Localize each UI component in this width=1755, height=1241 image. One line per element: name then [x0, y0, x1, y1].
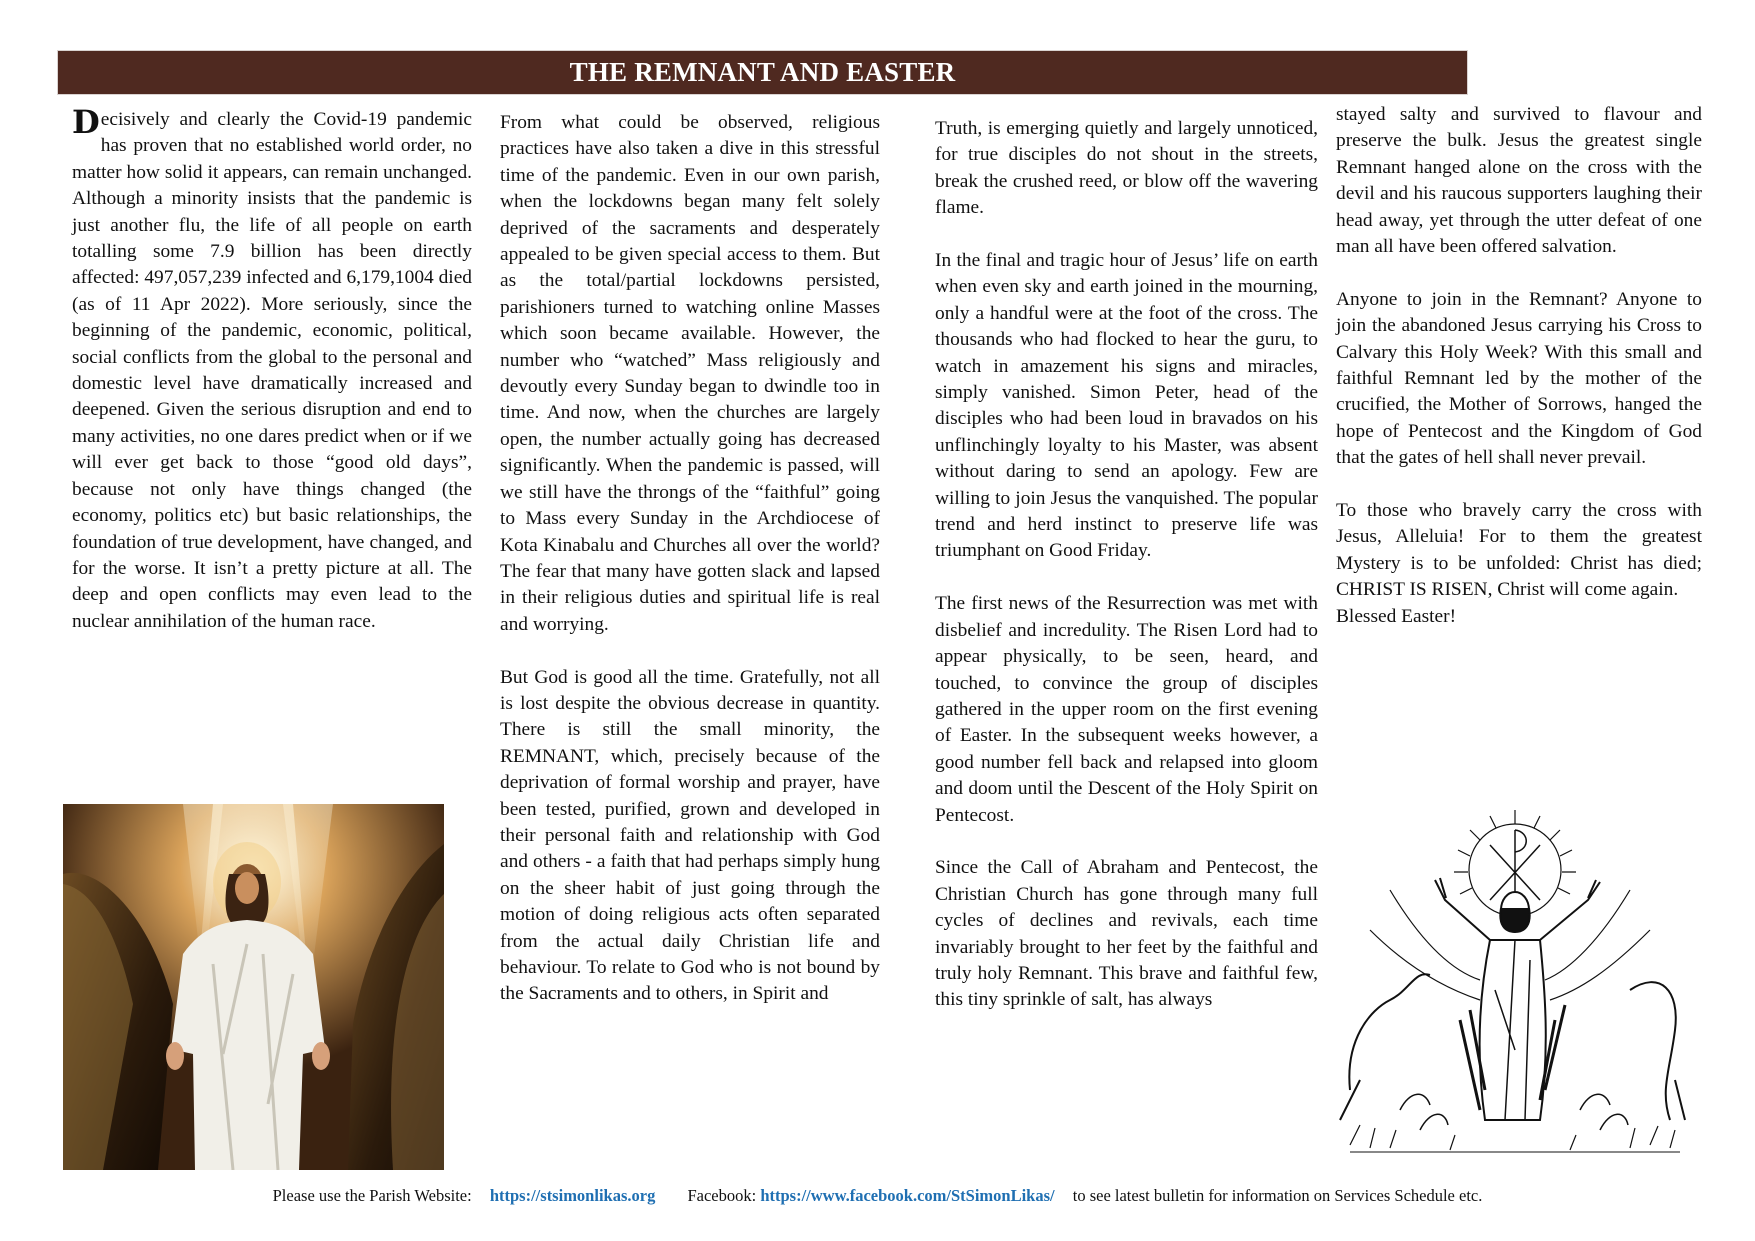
- footer-prefix: Please use the Parish Website:: [272, 1186, 472, 1205]
- website-link[interactable]: https://stsimonlikas.org: [489, 1186, 656, 1205]
- paragraph: But God is good all the time. Gratefully, not all is lost despite the obvious decrease in quantity. There is still the small minority, the REMNANT, which, precisely because of the deprivation of formal worship and prayer, have been tested, purified, grown and developed in their personal faith and relationship with God and others - a faith that had perhaps simply hung on the sheer habit of just going through the motion of doing religious acts often separated from the actual daily Christian life and behaviour. To relate to God who is not bound by the Sacraments and to others, in Spirit and: [500, 666, 880, 1005]
- paragraph: Since the Call of Abraham and Pentecost, the Christian Church has gone through many full cycles of declines and revivals, each time invariably brought to her feet by the faithful and truly holy Remnant. This brave and faithful few, this tiny sprinkle of salt, has always: [935, 857, 1318, 1011]
- article-column-4: [1336, 102, 1702, 630]
- article-column-3: [935, 116, 1318, 1014]
- risen-christ-drawing: [1330, 790, 1700, 1170]
- photo-image: [63, 804, 444, 1170]
- article-column-1: [72, 103, 472, 635]
- paragraph: To those who bravely carry the cross with Jesus, Alleluia! For to them the greatest Mystery is to be unfolded: Christ has died; CHRIST IS RISEN, Christ will come again.: [1336, 500, 1702, 601]
- page-title: THE REMNANT AND EASTER: [569, 57, 956, 87]
- paragraph: In the final and tragic hour of Jesus’ life on earth when even sky and earth joined in the mourning, only a handful were at the foot of the cross. The thousands who had flocked to hear the guru, to watch in amazement his signs and miracles, simply vanished. Simon Peter, head of the disciples who had been loud in bravados on his unflinchingly loyalty to his Master, was absent without daring to send an apology. Few are willing to join Jesus the vanquished. The popular trend and herd instinct to preserve life was triumphant on Good Friday.: [935, 250, 1318, 562]
- paragraph: The first news of the Resurrection was met with disbelief and incredulity. The Risen Lord had to appear physically, to be seen, heard, and touched, to convince the group of disciples gathered in the upper room on the first evening of Easter. In the subsequent weeks however, a good number fell back and relapsed into gloom and doom until the Descent of the Holy Spirit on Pentecost.: [935, 593, 1318, 826]
- paragraph: [72, 103, 472, 635]
- footer-suffix: to see latest bulletin for information on Services Schedule etc.: [1072, 1186, 1483, 1205]
- risen-christ-photo: [63, 804, 444, 1170]
- drop-cap: D: [72, 103, 100, 141]
- facebook-label: Facebook:: [687, 1186, 757, 1205]
- paragraph: Truth, is emerging quietly and largely unnoticed, for true disciples do not shout in the streets, break the crushed reed, or blow off the wavering flame.: [935, 118, 1318, 219]
- paragraph: stayed salty and survived to flavour and preserve the bulk. Jesus the greatest single Remnant hanged alone on the cross with the devil and his raucous supporters laughing their head away, yet through the utter defeat of one man all have been offered salvation.: [1336, 104, 1702, 258]
- paragraph: Anyone to join in the Remnant? Anyone to join the abandoned Jesus carrying his Cross to Calvary this Holy Week? With this small and faithful Remnant led by the mother of the crucified, the Mother of Sorrows, hanged the hope of Pentecost and the Kingdom of God that the gates of hell shall never prevail.: [1336, 288, 1702, 469]
- header-bar: [57, 50, 1468, 95]
- drawing-image: [1330, 790, 1700, 1170]
- paragraph: From what could be observed, religious practices have also taken a dive in this stressful time of the pandemic. Even in our own parish, when the lockdowns began many felt solely deprived of the sacraments and desperately appealed to be given special access to them. But as the total/partial lockdowns persisted, parishioners turned to watching online Masses which soon became available. However, the number who “watched” Mass religiously and devoutly every Sunday began to dwindle too in time. And now, when the churches are largely open, the number actually going has decreased significantly. When the pandemic is passed, will we still have the throngs of the “faithful” going to Mass every Sunday in the Archdiocese of Kota Kinabalu and Churches all over the world? The fear that many have gotten slack and lapsed in their religious duties and spiritual life is real and worrying.: [500, 112, 880, 635]
- article-column-2: [500, 110, 880, 1008]
- facebook-link[interactable]: https://www.facebook.com/StSimonLikas/: [760, 1186, 1055, 1205]
- closing-line: Blessed Easter!: [1336, 605, 1457, 627]
- footer: [0, 1186, 1755, 1206]
- paragraph-text: ecisively and clearly the Covid-19 pandemic has proven that no established world order, no matter how solid it appears, can remain unchanged. Although a minority insists that the pandemic is just another flu, the life of all people on earth totalling some 7.9 billion has been directly affected: 497,057,239 infected and 6,179,1004 died (as of 11 Apr 2022). More seriously, since the beginning of the pandemic, economic, political, social conflicts from the global to the personal and domestic level have dramatically increased and deepened. Given the serious disruption and end to many activities, no one dares predict when or if we will ever get back to those “good old days”, because not only have things changed (the economy, politics etc) but basic relationships, the foundation of true development, have changed, and for the worse. It isn’t a pretty picture at all. The deep and open conflicts may even lead to the nuclear annihilation of the human race.: [72, 109, 472, 632]
